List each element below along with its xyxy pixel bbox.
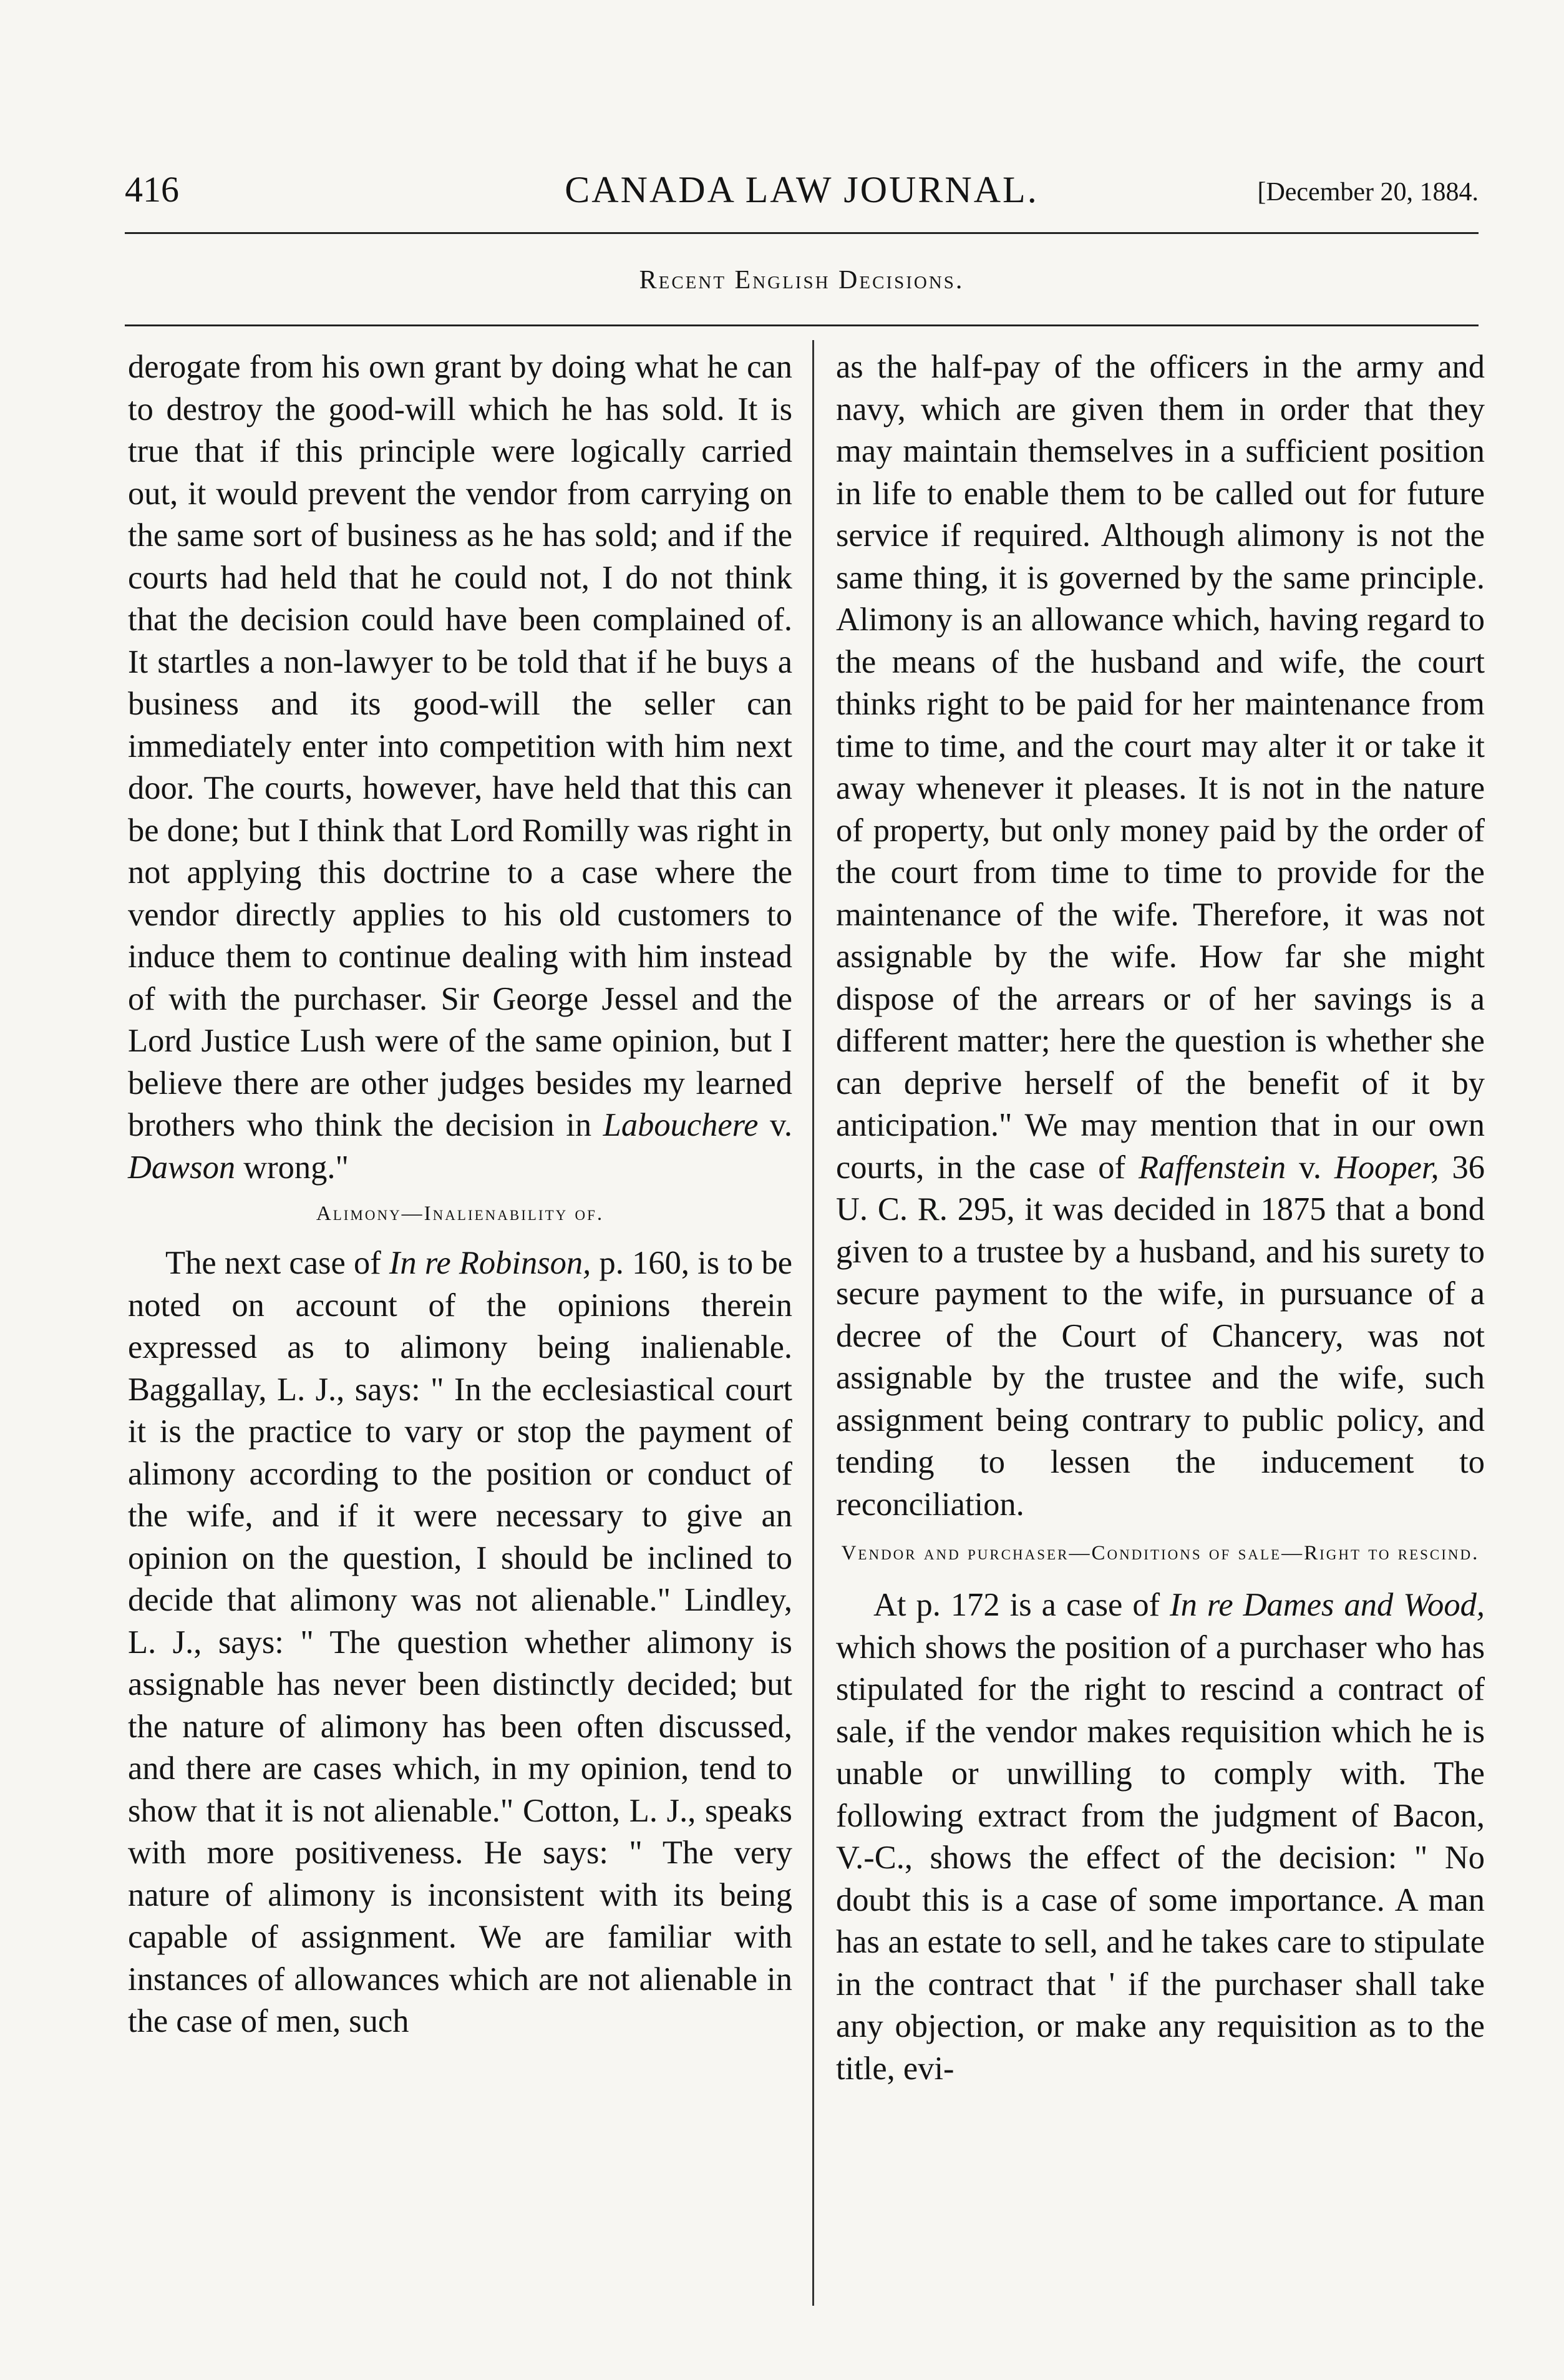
case-name-hooper: Hooper, bbox=[1334, 1149, 1439, 1186]
left-paragraph-1-text: derogate from his own grant by doing what he can to destroy the good-will which he has sold. It is true that if this principle were logically carried out, it would prevent the vendor from carrying on the same sort of business as he has sold; and if the courts had held that he could not, I do not think that the decision could have been complained of. It startles a non-lawyer to be told that if he buys a business and its good-will the seller can immediately enter into competition with him next door. The courts, however, have held that this can be done; but I think that Lord Romilly was right in not applying this doctrine to a case where the vendor directly applies to his old customers to induce them to continue dealing with him instead of with the purchaser. Sir George Jessel and the Lord Justice Lush were of the same opinion, but I believe there are other judges besides my learned brothers who think the decision in bbox=[128, 349, 792, 1143]
right-paragraph-2-text: which shows the position of a purchaser who has stipulated for the right to rescind a contract of sale, if the vendor makes requisition which he is unable or unwilling to comply with. The following extract from the judgment of Bacon, V.-C., shows the effect of the decision: " No doubt this is a case of some importance. A man has an estate to sell, and he takes care to stipulate in the contract that ' if the purchaser shall take any objection, or make any requisition as to the title, evi- bbox=[836, 1629, 1485, 2087]
column-divider bbox=[812, 340, 814, 2306]
right-paragraph-1 bbox=[836, 346, 1485, 1526]
heading-vendor-purchaser: Vendor and purchaser—Conditions of sale—Right to rescind. bbox=[841, 1542, 1480, 1564]
heading-alimony: Alimony—Inalienability of. bbox=[316, 1202, 605, 1225]
case-name-dames-and-wood: In re Dames and Wood, bbox=[1170, 1587, 1485, 1623]
running-header bbox=[125, 168, 1479, 225]
case-name-labouchere: Labouchere bbox=[603, 1107, 759, 1143]
left-paragraph-1-end: wrong." bbox=[235, 1149, 349, 1186]
case-name-raffenstein: Raffenstein bbox=[1138, 1149, 1286, 1186]
left-paragraph-2-text: p. 160, is to be noted on account of the opinions therein expressed as to alimony being inalienable. Baggallay, L. J., says: " In the ecclesiastical court it is the practice to vary or stop the payment of alimony according to the position or conduct of the wife, and if it were necessary to give an opinion on the question, I should be inclined to decide that alimony was not alienable." Lindley, L. J., says: " The question whether alimony is assignable has never been distinctly decided; but the nature of alimony has been often discussed, and there are cases which, in my opinion, tend to show that it is not alienable." Cotton, L. J., speaks with more positiveness. He says: " The very nature of alimony is inconsistent with its being capable of assignment. We are familiar with instances of allowances which are not alienable in the case of men, such bbox=[128, 1245, 792, 2039]
left-column bbox=[128, 346, 792, 2043]
right-paragraph-1-text: as the half-pay of the officers in the army and navy, which are given them in order that they may maintain themselves in a sufficient position in life to enable them to be called out for future service if required. Although alimony is not the same thing, it is governed by the same principle. Alimony is an allowance which, having regard to the means of the husband and wife, the court thinks right to be paid for her maintenance from time to time, and the court may alter it or take it away whenever it pleases. It is not in the nature of property, but only money paid by the order of the court from time to time to provide for the maintenance of the wife. Therefore, it was not assignable by the wife. How far she might dispose of the arrears or of her savings is a different matter; here the question is whether she can deprive herself of the benefit of it by anticipation." We may mention that in our own courts, in the case of bbox=[836, 349, 1485, 1186]
versus: v. bbox=[1286, 1149, 1334, 1186]
header-rule bbox=[125, 232, 1479, 234]
versus: v. bbox=[758, 1107, 792, 1143]
right-paragraph-1-rest: 36 U. C. R. 295, it was decided in 1875 that a bond given to a trustee by a husband, and his surety to secure payment to the wife, in pursuance of a decree of the Court of Chancery, was not assignable by the trustee and the wife, such assignment being contrary to public policy, and tending to lessen the inducement to reconciliation. bbox=[836, 1149, 1485, 1523]
right-column bbox=[836, 346, 1485, 2090]
section-rule bbox=[125, 324, 1479, 326]
section-title: Recent English Decisions. bbox=[639, 266, 964, 295]
left-paragraph-2 bbox=[128, 1242, 792, 2043]
case-name-dawson: Dawson bbox=[128, 1149, 236, 1186]
issue-date: [December 20, 1884. bbox=[1257, 178, 1479, 207]
page-number: 416 bbox=[125, 169, 179, 210]
journal-title: CANADA LAW JOURNAL. bbox=[565, 169, 1039, 210]
case-name-in-re-robinson: In re Robinson, bbox=[389, 1245, 591, 1281]
left-paragraph-2-start: The next case of bbox=[165, 1245, 389, 1281]
right-paragraph-2-start: At p. 172 is a case of bbox=[873, 1587, 1170, 1623]
right-paragraph-2 bbox=[836, 1584, 1485, 2090]
left-paragraph-1 bbox=[128, 346, 792, 1189]
